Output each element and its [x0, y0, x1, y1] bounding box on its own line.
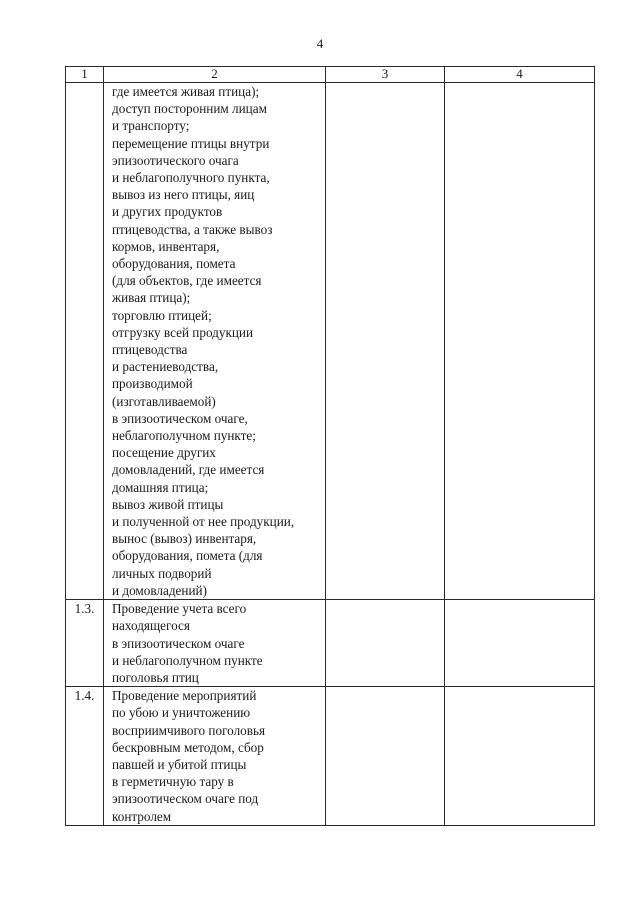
column-header-3: 3 [326, 67, 445, 83]
deadline-cell [326, 600, 445, 687]
deadline-cell [326, 687, 445, 826]
row-number [66, 83, 104, 600]
measures-table [65, 66, 595, 826]
column-header-4: 4 [445, 67, 595, 83]
table-row [66, 600, 595, 687]
responsible-cell [445, 600, 595, 687]
column-header-2: 2 [104, 67, 326, 83]
table-header-row [66, 67, 595, 83]
measure-text: Проведение учета всего находящегося в эпизоотическом очаге и неблагополучном пункте поголовья птиц [104, 600, 326, 687]
table-row [66, 83, 595, 600]
measure-text: Проведение мероприятий по убою и уничтожению восприимчивого поголовья бескровным методом, сбор павшей и убитой птицы в герметичную тару в эпизоотическом очаге под контролем [104, 687, 326, 826]
row-number: 1.3. [66, 600, 104, 687]
page-number: 4 [316, 36, 324, 51]
deadline-cell [326, 83, 445, 600]
responsible-cell [445, 83, 595, 600]
responsible-cell [445, 687, 595, 826]
column-header-1: 1 [66, 67, 104, 83]
measure-text: где имеется живая птица); доступ посторонним лицам и транспорту; перемещение птицы внутри эпизоотического очага и неблагополучного пункта, вывоз из него птицы, яиц и других продуктов птицеводства, а также вывоз кормов, инвентаря, оборудования, помета (для объектов, где имеется живая птица); торговлю птицей; отгрузку всей продукции птицеводства и растениеводства, производимой (изготавливаемой) в эпизоотическом очаге, неблагополучном пункте; посещение других домовладений, где имеется домашняя птица; вывоз живой птицы и полученной от нее продукции, вынос (вывоз) инвентаря, оборудования, помета (для личных подворий и домовладений) [104, 83, 326, 600]
table-row [66, 687, 595, 826]
row-number: 1.4. [66, 687, 104, 826]
